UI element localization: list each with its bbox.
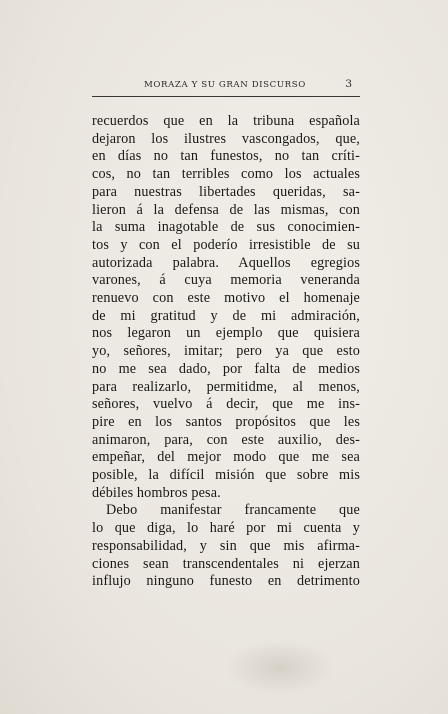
- text-line: débiles hombros pesa.: [92, 484, 221, 501]
- running-title: MORAZA Y SU GRAN DISCURSO: [144, 80, 306, 90]
- text-line: autorizada palabra. Aquellos egregios: [92, 254, 360, 271]
- paper-stain: [225, 640, 335, 695]
- page-number: 3: [345, 78, 352, 90]
- text-line: para realizarlo, permitidme, al menos,: [92, 378, 360, 395]
- text-line: la suma inagotable de sus conocimien-: [92, 219, 360, 236]
- text-line: lo que diga, lo haré por mi cuenta y: [92, 520, 360, 537]
- text-line: yo, señores, imitar; pero ya que esto: [92, 343, 360, 360]
- text-line: influjo ninguno funesto en detrimento: [92, 573, 360, 590]
- text-line: cos, no tan terribles como los actuales: [92, 166, 360, 183]
- text-line: ciones sean transcendentales ni ejerzan: [92, 555, 360, 572]
- text-line: de mi gratitud y de mi admiración,: [92, 307, 360, 324]
- text-line: señores, vuelvo á decir, que me ins-: [92, 396, 360, 413]
- text-line: recuerdos que en la tribuna española: [92, 113, 360, 129]
- text-line: pire en los santos propósitos que les: [92, 413, 360, 430]
- text-line: nos legaron un ejemplo que quisiera: [92, 325, 360, 342]
- header-rule: [92, 96, 360, 97]
- text-line: posible, la difícil misión que sobre mis: [92, 467, 360, 484]
- text-line: varones, á cuya memoria veneranda: [92, 272, 360, 289]
- text-line: en días no tan funestos, no tan críti-: [92, 148, 360, 165]
- text-line: empeñar, del mejor modo que me sea: [92, 449, 360, 466]
- text-line: lieron á la defensa de las mismas, con: [92, 201, 360, 218]
- text-line: animaron, para, con este auxilio, des-: [92, 431, 360, 448]
- text-line: no me sea dado, por falta de medios: [92, 360, 360, 377]
- text-line: renuevo con este motivo el homenaje: [92, 290, 360, 307]
- body-text: [92, 113, 360, 591]
- text-line: Debo manifestar francamente que: [106, 502, 360, 519]
- text-line: responsabilidad, y sin que mis afirma-: [92, 537, 360, 554]
- text-line: tos y con el poderío irresistible de su: [92, 236, 360, 253]
- text-line: para nuestras libertades queridas, sa-: [92, 183, 360, 200]
- text-line: dejaron los ilustres vascongados, que,: [92, 130, 360, 147]
